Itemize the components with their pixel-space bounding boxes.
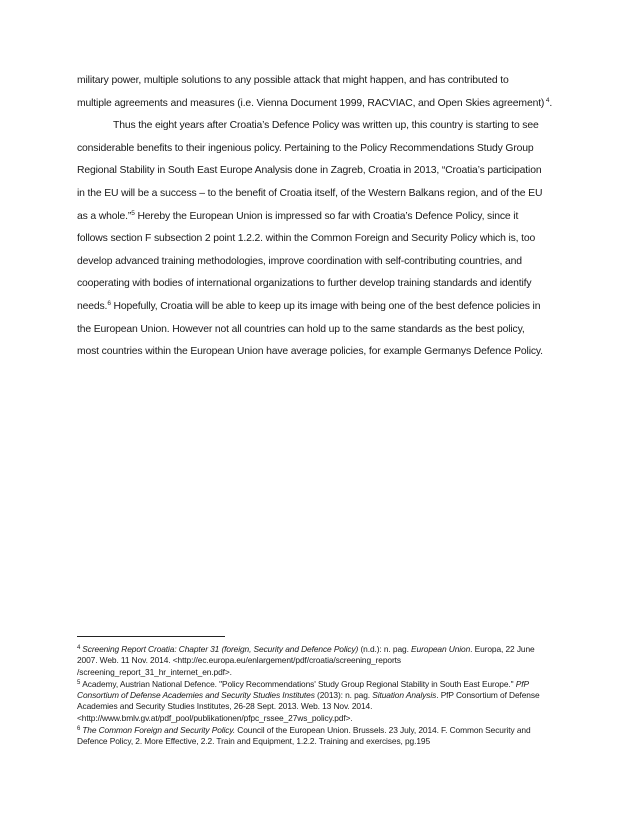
footnotes xyxy=(77,644,563,749)
body-text xyxy=(77,70,563,364)
body-line: develop advanced training methodologies, improve coordination with self-contributing countries, and xyxy=(77,255,522,267)
footnote-4: $^4$ Screening Report Croatia: Chapter 31 (foreign, Security and Defence Policy) (n.d.): n. pag. European Union. Europa, 22 June 2007. Web. 11 Nov. 2014. <http://ec.europa.eu/enlargement/pdf/croatia/screening_reports /screening_report_31_hr_internet_en.pdf>. xyxy=(77,644,535,677)
body-line: considerable benefits to their ingenious policy. Pertaining to the Policy Recommendations Study Group xyxy=(77,142,534,154)
body-line: cooperating with bodies of international organizations to further develop training standards and identify xyxy=(77,278,532,290)
footnote-ref-5: 5 xyxy=(131,209,135,217)
body-line: multiple agreements and measures (i.e. Vienna Document 1999, RACVIAC, and Open Skies agreement) $^4$. xyxy=(77,96,553,109)
footnote-ref-4: 4 xyxy=(545,96,550,104)
body-line: Thus the eight years after Croatia’s Defence Policy was written up, this country is starting to see xyxy=(113,120,539,132)
footnote-number: 6 xyxy=(77,726,81,733)
footnote-number: 5 xyxy=(77,679,81,686)
footnote-5: $^5$ Academy, Austrian National Defence. "Policy Recommendations' Study Group Regional Stability in South East Europe." PfP Consortium of Defense Academies and Security Studies Institutes (2013): n. pag. Situation Analysis. PfP Consortium of Defense Academies and Security Studies Institutes, 26-28 Sept. 2013. Web. 13 Nov. 2014. <http://www.bmlv.gv.at/pdf_pool/publikationen/pfpc_rssee_27ws_policy.pdf>. xyxy=(77,678,540,723)
body-line: follows section F subsection 2 point 1.2.2. within the Common Foreign and Security Policy which is, too xyxy=(77,233,536,245)
body-line: the European Union. However not all countries can hold up to the same standards as the best policy, xyxy=(77,323,525,335)
footnote-6: $^6$ The Common Foreign and Security Policy. Council of the European Union. Brussels. 23 July, 2014. F. Common Security and Defence Policy, 2. More Effective, 2.2. Train and Equipment, 1.2.2. Training and exercises, pg.195 xyxy=(77,725,531,747)
footnote-number: 4 xyxy=(77,645,81,651)
body-line: Regional Stability in South East Europe Analysis done in Zagreb, Croatia in 2013, “Croatia’s participation xyxy=(77,165,542,177)
body-line: needs.$^6$ Hopefully, Croatia will be able to keep up its image with being one of the best defence policies in xyxy=(77,299,541,312)
body-line: most countries within the European Union have average policies, for example Germanys Defence Policy. xyxy=(77,346,543,358)
body-line: in the EU will be a success – to the benefit of Croatia itself, of the Western Balkans region, and of the EU xyxy=(77,187,543,199)
footnote-ref-6: 6 xyxy=(107,299,111,307)
body-line: military power, multiple solutions to any possible attack that might happen, and has contributed to xyxy=(77,75,509,86)
body-line: as a whole.”$^5$ Hereby the European Union is impressed so far with Croatia’s Defence Policy, since it xyxy=(77,209,519,222)
footnote-separator xyxy=(77,636,225,637)
